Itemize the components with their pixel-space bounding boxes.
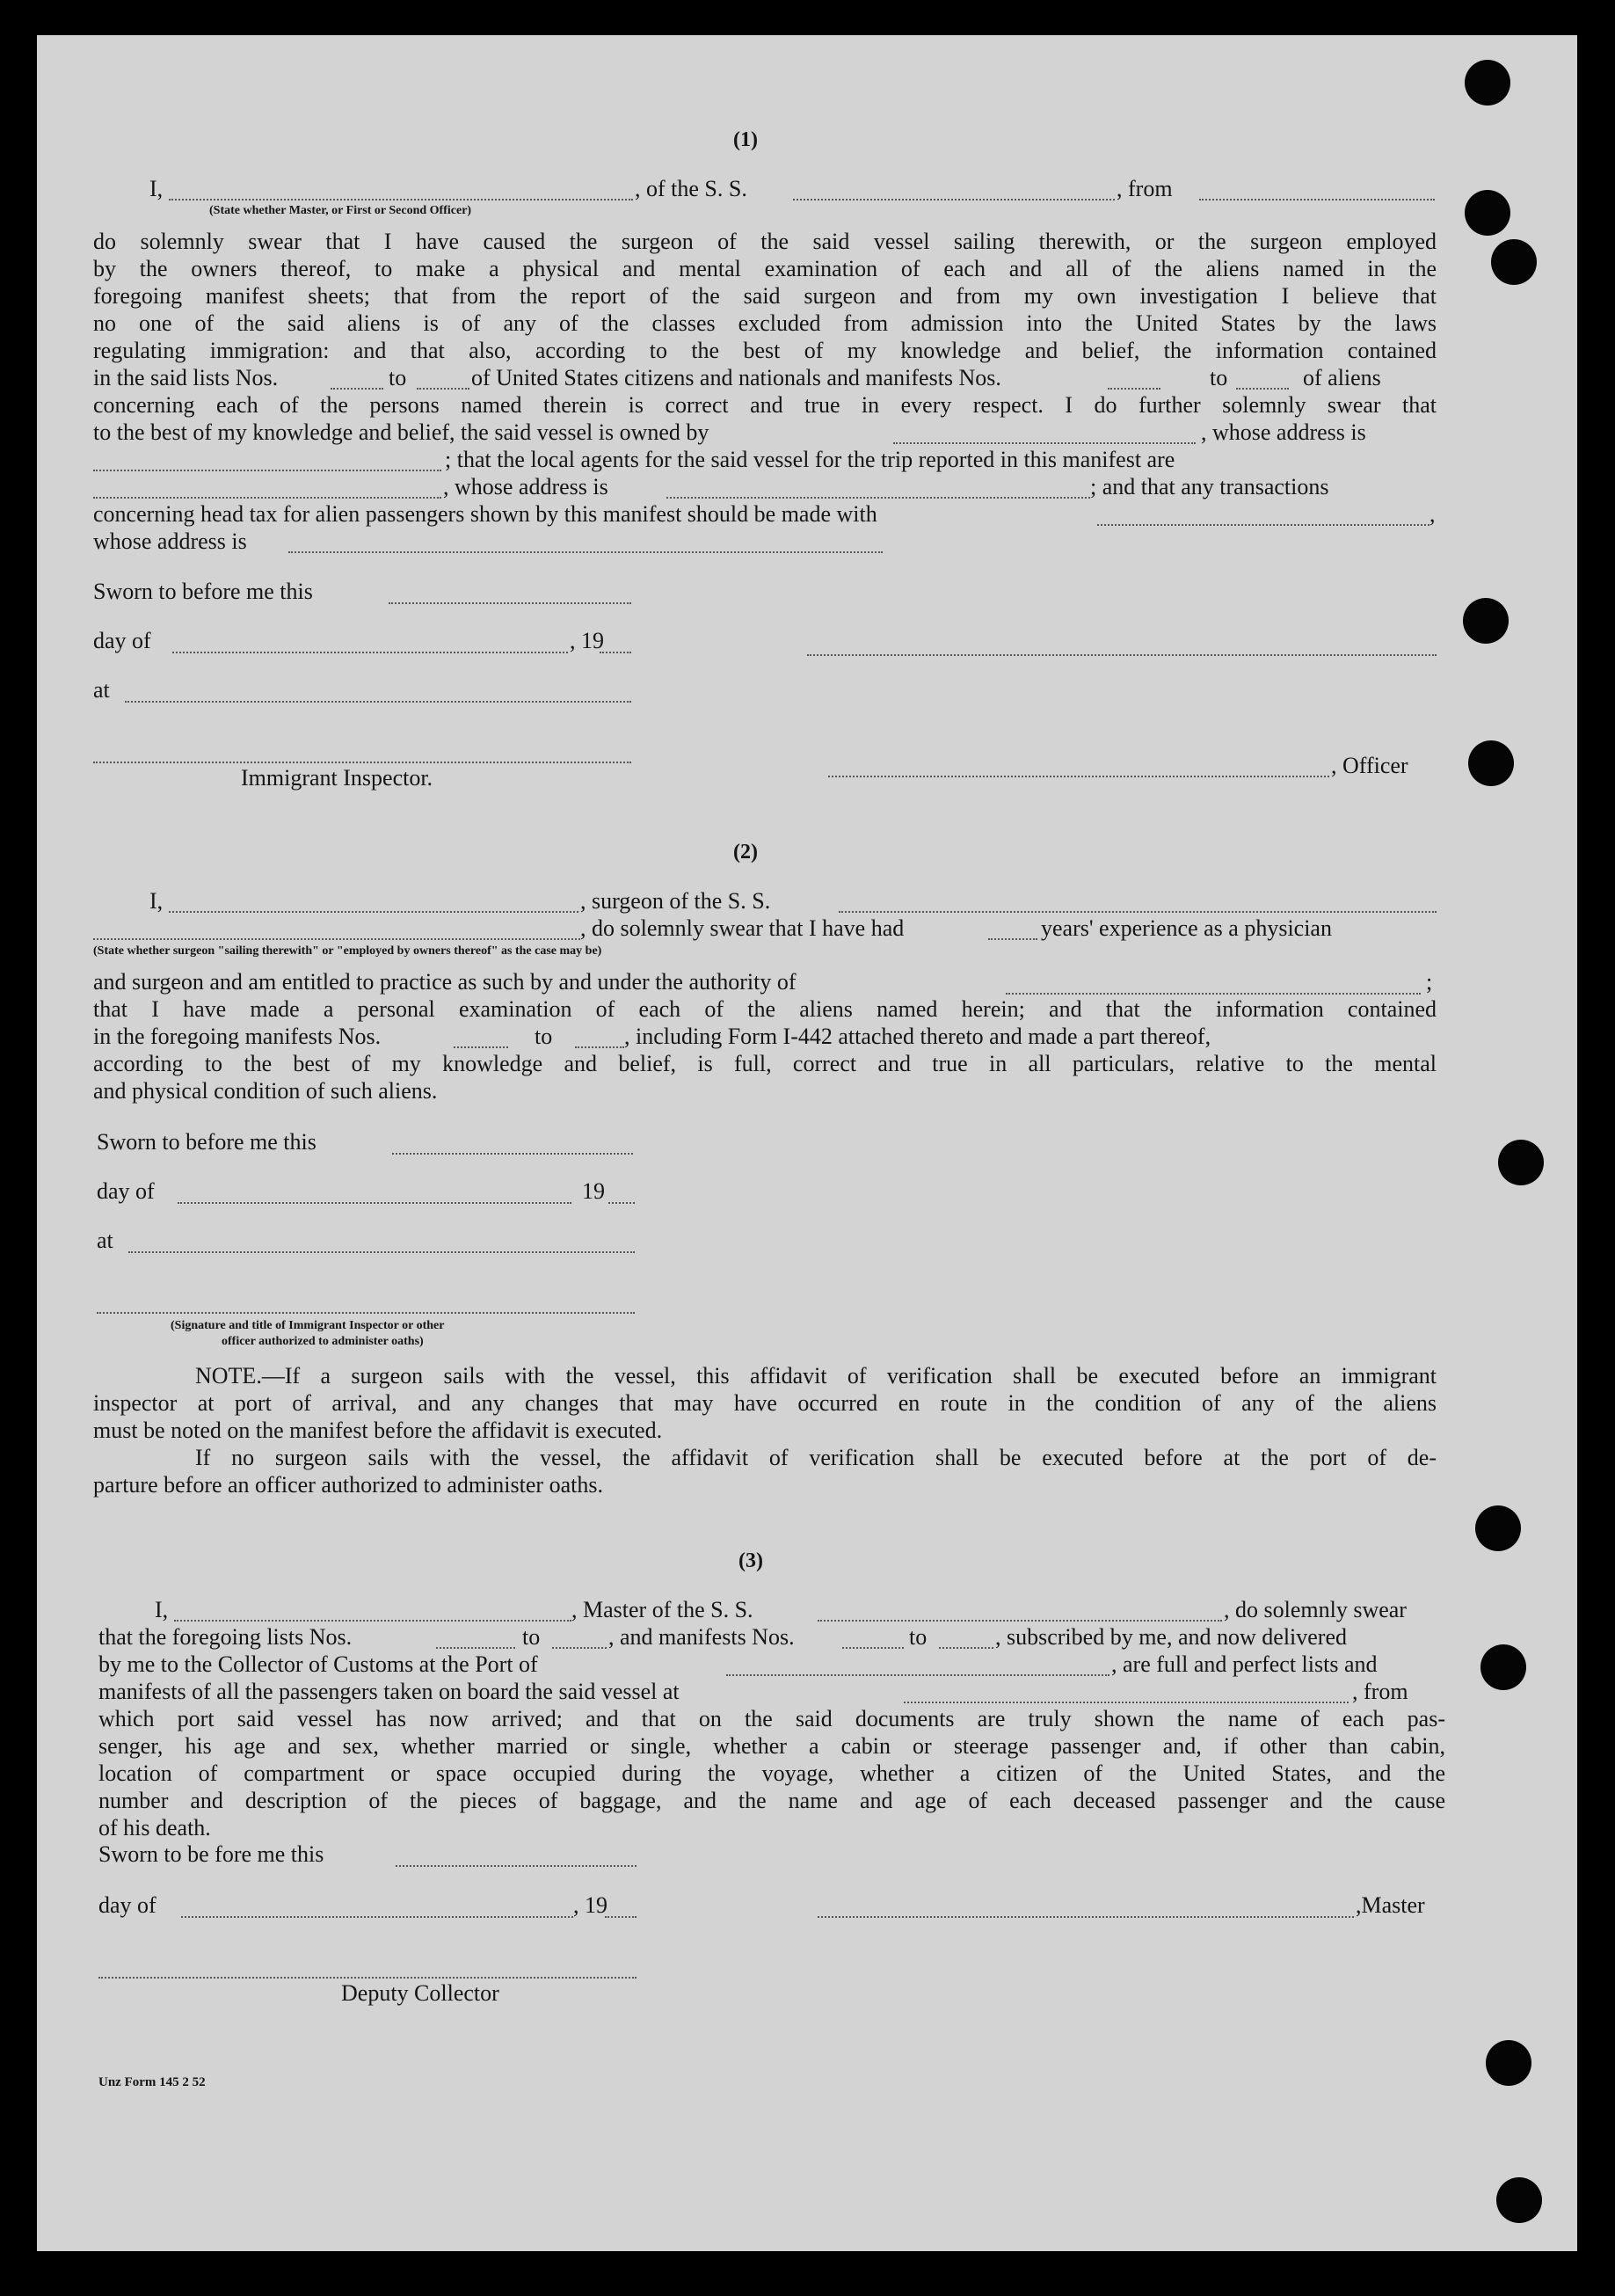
section-3-para-line: of his death. <box>98 1815 211 1840</box>
solemnly-label: , do solemnly swear that I have had <box>580 915 905 941</box>
port-label: by me to the Collector of Customs at the Port of <box>98 1651 538 1677</box>
section-3-i: I, <box>155 1597 169 1622</box>
from-label-3: , from <box>1352 1679 1408 1704</box>
local-agents-label: ; that the local agents for the said vessel for the trip reported in this manifest are <box>445 447 1175 472</box>
whose-address-label: whose address is <box>93 528 247 554</box>
manifests-to-field-2[interactable] <box>575 1046 624 1048</box>
officer-label: , Officer <box>1331 753 1408 778</box>
section-2-para-line: according to the best of my knowledge and belief, is full, correct and true in all particulars, relative to the mental <box>93 1051 1437 1076</box>
officer-signature-field[interactable] <box>828 776 1329 777</box>
day-of-label-2: day of <box>97 1178 155 1204</box>
years-field[interactable] <box>988 938 1037 940</box>
surgeon-ship-field[interactable] <box>839 911 1437 913</box>
sworn-field-3[interactable] <box>396 1865 637 1867</box>
punch-hole <box>1486 2040 1531 2086</box>
owned-by-label: to the best of my knowledge and belief, the said vessel is owned by <box>93 419 709 445</box>
punch-hole <box>1498 1140 1544 1185</box>
manifests-from-field[interactable] <box>1108 388 1160 390</box>
manifests-from-field-2[interactable] <box>454 1046 508 1048</box>
signature-note: (Signature and title of Immigrant Inspector or other <box>171 1319 445 1332</box>
manifests-to-field-3[interactable] <box>939 1647 993 1649</box>
section-1-para-line: no one of the said aliens is of any of the classes excluded from admission into the United States by the laws <box>93 310 1437 336</box>
surgeon-ship-label: , surgeon of the S. S. <box>580 888 771 914</box>
section-3-para-line: number and description of the pieces of baggage, and the name and age of each deceased passenger and the cause <box>98 1788 1445 1813</box>
section-1-ship-label: , of the S. S. <box>635 176 747 201</box>
vessel-at-field[interactable] <box>904 1702 1349 1703</box>
punch-hole <box>1480 1644 1526 1690</box>
authority-field[interactable] <box>1006 993 1421 995</box>
sworn-field-2[interactable] <box>392 1153 633 1155</box>
master-name-field-3[interactable] <box>174 1620 571 1622</box>
master-label: ,Master <box>1356 1892 1425 1918</box>
year-field-3[interactable] <box>605 1916 637 1918</box>
manifests-nos-label: in the foregoing manifests Nos. <box>93 1024 382 1049</box>
lists-to-label-3: to <box>522 1624 541 1650</box>
master-ship-label: , Master of the S. S. <box>571 1597 753 1622</box>
punch-hole <box>1465 60 1510 106</box>
owner-address-label: , whose address is <box>1201 419 1366 445</box>
signature-note: officer authorized to administer oaths) <box>222 1335 424 1348</box>
section-1-number: (1) <box>733 128 758 151</box>
at-field[interactable] <box>125 701 631 703</box>
sworn-label-3: Sworn to be fore me this <box>98 1841 324 1867</box>
year-field[interactable] <box>600 652 631 653</box>
sworn-field[interactable] <box>389 602 631 604</box>
years-label: years' experience as a physician <box>1041 915 1332 941</box>
at-label: at <box>93 677 110 703</box>
officer-signature-field-top[interactable] <box>807 654 1437 656</box>
ship-name-field[interactable] <box>793 199 1115 200</box>
manifests-to-label-3: to <box>909 1624 928 1650</box>
punch-hole <box>1491 239 1537 285</box>
agents-address-field[interactable] <box>666 497 1090 499</box>
at-label-2: at <box>97 1228 113 1253</box>
section-1-para-line: concerning each of the persons named therein is correct and true in every respect. I do further solemnly swear that <box>93 392 1437 418</box>
signature-field-2[interactable] <box>97 1312 635 1314</box>
deputy-signature-field[interactable] <box>98 1977 637 1979</box>
year-field-2[interactable] <box>608 1202 635 1204</box>
citizens-label: of United States citizens and nationals and manifests Nos. <box>471 365 1001 390</box>
manifests-nos-label-3: , and manifests Nos. <box>608 1624 795 1650</box>
lists-nos-label-3: that the foregoing lists Nos. <box>98 1624 353 1650</box>
deputy-collector-label: Deputy Collector <box>341 1980 499 2006</box>
punch-hole <box>1463 598 1509 644</box>
punch-hole <box>1468 740 1514 786</box>
section-3-number: (3) <box>738 1549 763 1572</box>
form-id: Unz Form 145 2 52 <box>98 2075 206 2089</box>
section-3-para-line: location of compartment or space occupied during the voyage, whether a citizen of the United States, and the <box>98 1760 1445 1786</box>
form-sheet <box>37 35 1577 2251</box>
section-2-para-line: and physical condition of such aliens. <box>93 1078 438 1104</box>
local-agents-field[interactable] <box>93 497 441 499</box>
punch-hole <box>1475 1505 1521 1551</box>
section-2-number: (2) <box>733 841 758 864</box>
section-1-para-line: regulating immigration: and that also, according to the best of my knowledge and belief, the information contained <box>93 338 1437 363</box>
section-3-para-line: which port said vessel has now arrived; and that on the said documents are truly shown the name of each pas- <box>98 1706 1445 1731</box>
sworn-label-2: Sworn to before me this <box>97 1129 316 1155</box>
section-2-para-line: that I have made a personal examination of each of the aliens named herein; and that the information contained <box>93 996 1437 1022</box>
year-label-3: , 19 <box>573 1892 607 1918</box>
manifests-to-field[interactable] <box>1236 388 1289 390</box>
note-line: parture before an officer authorized to administer oaths. <box>93 1472 603 1498</box>
year-label: , 19 <box>570 628 604 653</box>
owner-field[interactable] <box>893 442 1196 444</box>
head-tax-label: concerning head tax for alien passengers shown by this manifest should be made with <box>93 501 877 527</box>
note-line: inspector at port of arrival, and any changes that may have occurred en route in the condition of any of the aliens <box>93 1390 1437 1416</box>
port-field[interactable] <box>726 1674 1109 1676</box>
lists-from-field-3[interactable] <box>436 1647 515 1649</box>
surgeon-type-field[interactable] <box>93 938 580 940</box>
from-port-field[interactable] <box>1199 199 1435 200</box>
punch-hole <box>1465 190 1510 236</box>
lists-to-field[interactable] <box>417 388 469 390</box>
note-line: must be noted on the manifest before the affidavit is executed. <box>93 1418 663 1443</box>
note-line: If no surgeon sails with the vessel, the affidavit of verification shall be executed before at the port of de- <box>195 1445 1437 1470</box>
officer-note: (State whether Master, or First or Second Officer) <box>209 204 472 217</box>
surgeon-note: (State whether surgeon "sailing therewith" or "employed by owners thereof" as the case may be) <box>93 944 602 958</box>
day-of-field-3[interactable] <box>181 1916 573 1918</box>
at-field-2[interactable] <box>128 1251 635 1253</box>
lists-to-label: to <box>389 365 407 390</box>
manifests-to-label-2: to <box>535 1024 553 1049</box>
note-line: NOTE.—If a surgeon sails with the vessel, this affidavit of verification shall be executed before an immigrant <box>195 1363 1437 1389</box>
manifests-to-label: to <box>1210 365 1228 390</box>
section-1-from-label: , from <box>1117 176 1173 201</box>
lists-from-field[interactable] <box>331 388 383 390</box>
day-of-label-3: day of <box>98 1892 156 1918</box>
year-label-2: 19 <box>582 1178 605 1204</box>
lists-nos-label: in the said lists Nos. <box>93 365 279 390</box>
solemnly-swear-label: , do solemnly swear <box>1224 1597 1407 1622</box>
aliens-label: of aliens <box>1303 365 1381 390</box>
section-3-para-line: senger, his age and sex, whether married or single, whether a cabin or steerage passenger and, if other than cabin, <box>98 1733 1445 1759</box>
master-ship-field[interactable] <box>818 1620 1222 1622</box>
head-tax-comma: , <box>1429 501 1436 527</box>
agents-address-label: , whose address is <box>443 474 608 499</box>
master-signature-field[interactable] <box>818 1916 1354 1918</box>
section-2-i: I, <box>149 888 164 914</box>
authority-label: and surgeon and am entitled to practice as such by and under the authority of <box>93 969 797 995</box>
day-of-field[interactable] <box>172 652 568 653</box>
full-lists-label: , are full and perfect lists and <box>1111 1651 1378 1677</box>
section-1-para-line: do solemnly swear that I have caused the surgeon of the said vessel sailing therewith, or the surgeon employed <box>93 229 1437 254</box>
section-1-para-line: by the owners thereof, to make a physical and mental examination of each and all of the aliens named in the <box>93 256 1437 281</box>
lists-to-field-3[interactable] <box>552 1647 607 1649</box>
master-name-field[interactable] <box>169 199 633 200</box>
authority-semicolon: ; <box>1426 969 1433 995</box>
punch-hole <box>1496 2177 1542 2223</box>
day-of-label: day of <box>93 628 151 653</box>
head-tax-field[interactable] <box>1097 524 1429 526</box>
vessel-at-label: manifests of all the passengers taken on board the said vessel at <box>98 1679 680 1704</box>
day-of-field-2[interactable] <box>178 1202 571 1204</box>
subscribed-label: , subscribed by me, and now delivered <box>995 1624 1348 1650</box>
inspector-label: Immigrant Inspector. <box>241 765 433 791</box>
head-tax-address-field[interactable] <box>288 551 883 553</box>
transactions-label: ; and that any transactions <box>1090 474 1329 499</box>
surgeon-name-field[interactable] <box>169 911 578 913</box>
owner-address-field[interactable] <box>93 470 441 471</box>
sworn-label: Sworn to before me this <box>93 579 313 604</box>
section-1-para-line: foregoing manifest sheets; that from the report of the said surgeon and from my own investigation I believe that <box>93 283 1437 309</box>
including-label: , including Form I-442 attached thereto and made a part thereof, <box>624 1024 1211 1049</box>
section-1-line-1: I, <box>149 176 164 201</box>
inspector-signature-field[interactable] <box>93 762 631 763</box>
manifests-from-field-3[interactable] <box>842 1647 904 1649</box>
